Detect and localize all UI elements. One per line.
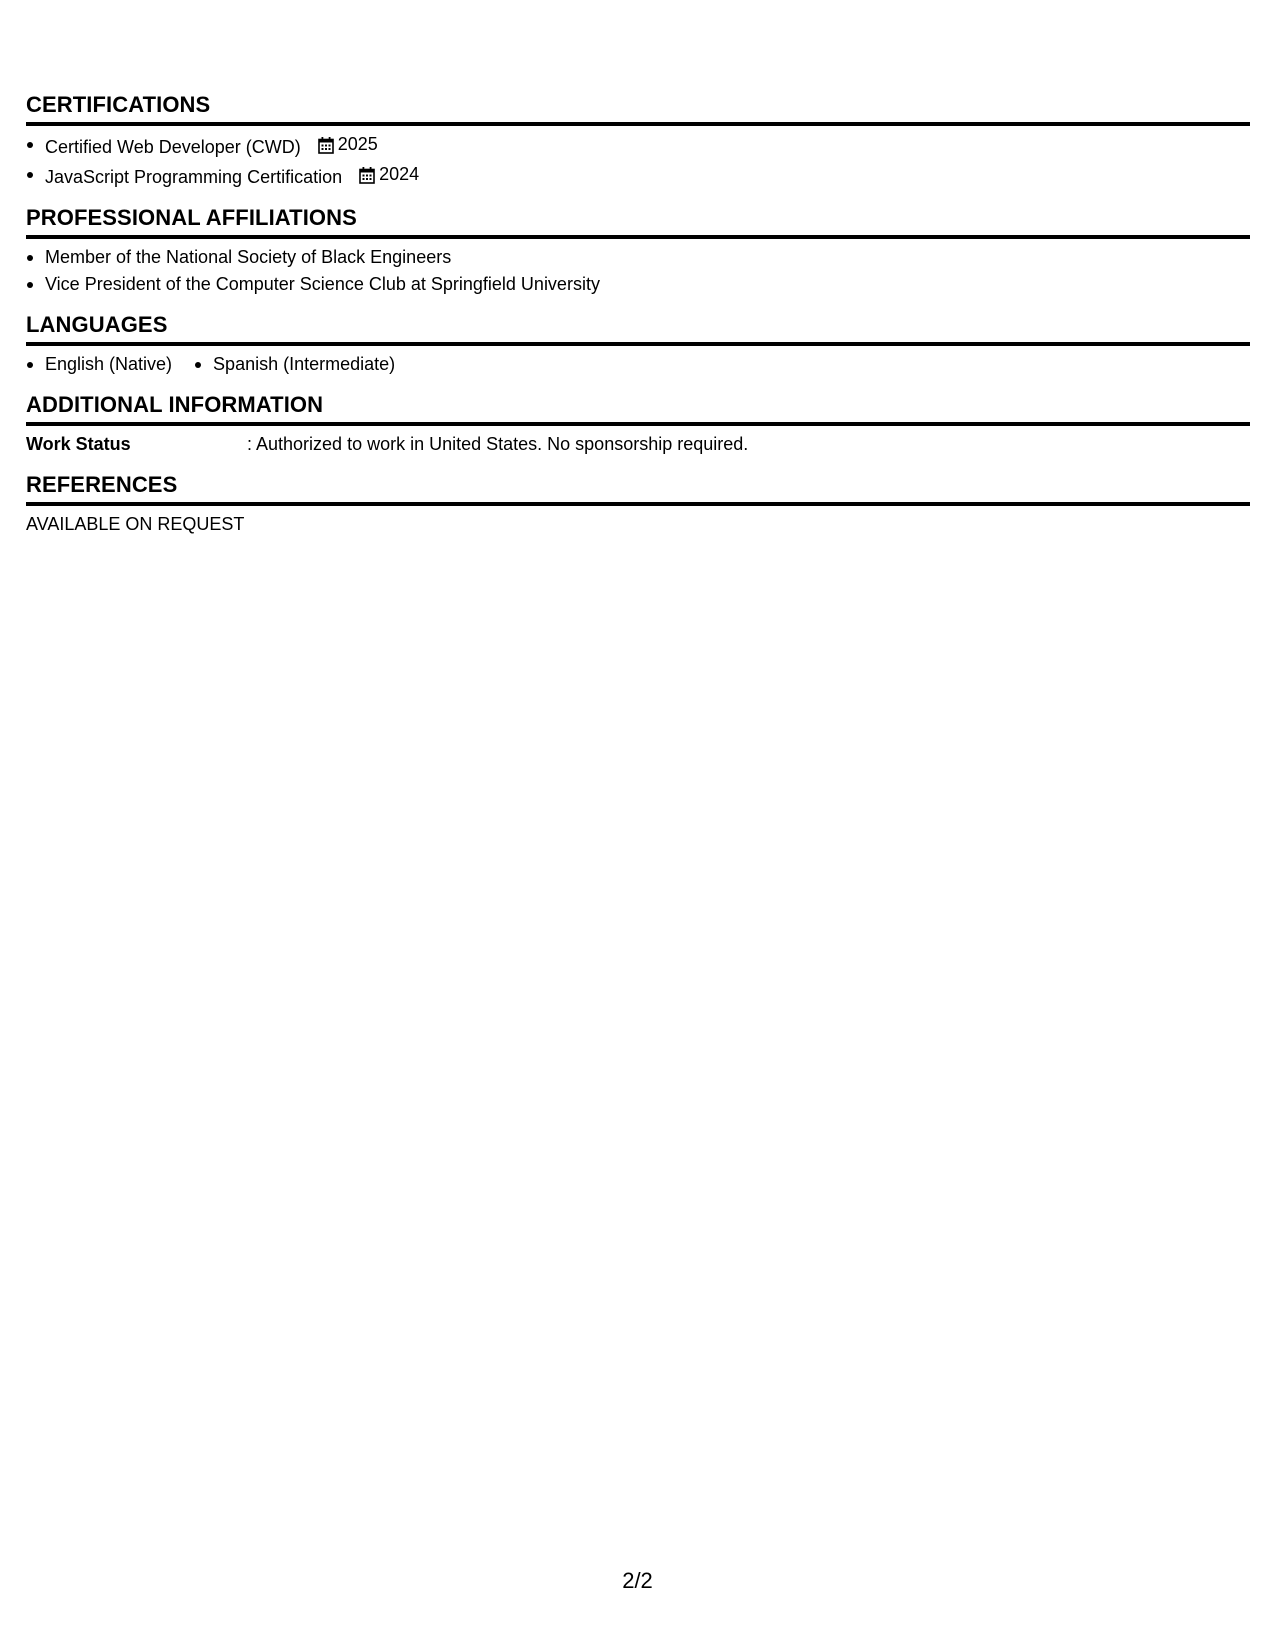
languages-heading: LANGUAGES (26, 312, 1250, 346)
certifications-heading: CERTIFICATIONS (26, 92, 1250, 126)
additional-info-heading: ADDITIONAL INFORMATION (26, 392, 1250, 426)
certification-year: 2024 (379, 164, 420, 184)
certifications-section (26, 92, 1250, 191)
work-status-label: Work Status (26, 434, 131, 454)
affiliation-item: Vice President of the Computer Science Club at Springfield University (26, 271, 1250, 298)
page-number: 2/2 (622, 1568, 653, 1593)
affiliations-list (26, 244, 1250, 298)
certification-name: JavaScript Programming Certification (45, 167, 343, 187)
references-heading: REFERENCES (26, 472, 1250, 506)
languages-section (26, 312, 1250, 378)
affiliations-heading: PROFESSIONAL AFFILIATIONS (26, 205, 1250, 239)
language-item: English (Native) (26, 351, 172, 378)
certification-item (26, 161, 1250, 191)
references-text: AVAILABLE ON REQUEST (26, 514, 245, 534)
certification-date (318, 131, 378, 158)
languages-list (26, 351, 1250, 378)
affiliation-item: Member of the National Society of Black Engineers (26, 244, 1250, 271)
calendar-icon (359, 167, 375, 184)
language-item: Spanish (Intermediate) (194, 351, 395, 378)
references-section (26, 472, 1250, 538)
certification-date (359, 161, 419, 188)
resume-page (26, 92, 1250, 552)
additional-info-section (26, 392, 1250, 458)
work-status-row (26, 431, 1250, 458)
certification-name: Certified Web Developer (CWD) (45, 137, 301, 157)
certifications-list (26, 131, 1250, 191)
certification-year: 2025 (337, 134, 378, 154)
work-status-value: : Authorized to work in United States. No sponsorship required. (247, 434, 749, 454)
affiliations-section (26, 205, 1250, 298)
certification-item (26, 131, 1250, 161)
calendar-icon (318, 137, 334, 154)
